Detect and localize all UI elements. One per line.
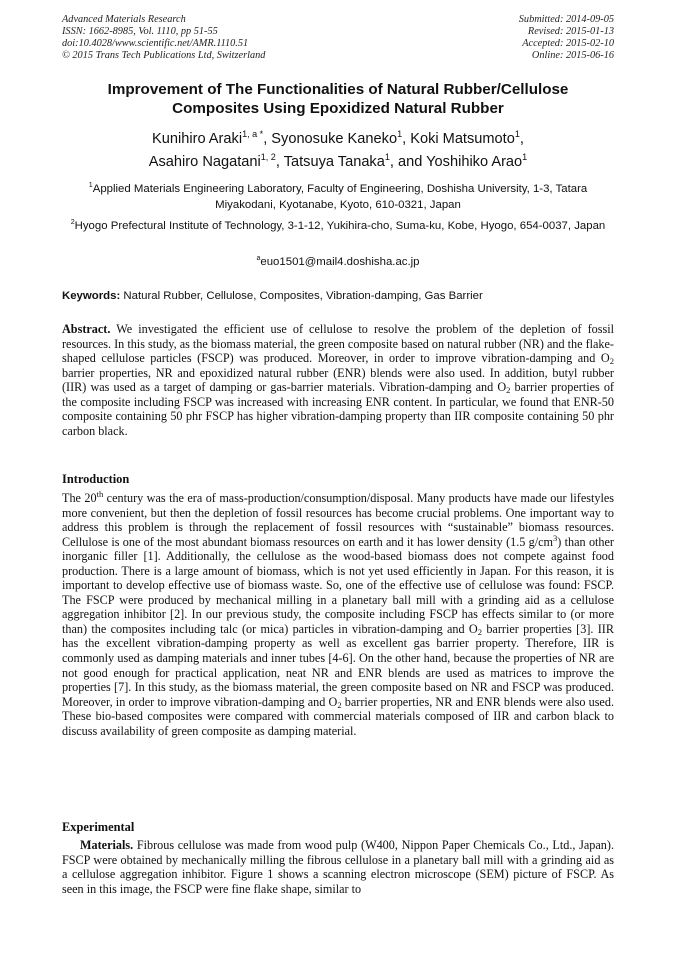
affiliation-mark: 2 bbox=[70, 219, 75, 227]
materials-label: Materials. bbox=[80, 838, 134, 852]
abstract-text: We investigated the efficient use of cellulose to resolve the problem of the depletion of fossil resources. In this study, as the biomass material, the green composite based on natural rubber (NR) and the flake-shaped cellulose particles (FSCP) was produced. Moreover, in order to improve vibration-damping and O bbox=[62, 322, 614, 366]
journal-name: Advanced Materials Research bbox=[62, 14, 186, 25]
abstract-text: barrier properties of the composite including FSCP was increased with increasing ENR content. In particular, we found that ENR-50 composite containing 50 phr FSCP has higher vibration-damping property than IIR composite containing 50 phr carbon black. bbox=[62, 380, 614, 438]
section-heading-introduction: Introduction bbox=[62, 472, 130, 486]
superscript: th bbox=[96, 488, 104, 499]
abstract-label: Abstract. bbox=[62, 322, 111, 336]
email-address[interactable]: euo1501@mail4.doshisha.ac.jp bbox=[260, 256, 420, 268]
journal-doi: doi:10.4028/www.scientific.net/AMR.1110.51 bbox=[62, 38, 249, 49]
abstract bbox=[62, 322, 614, 438]
author-separator: , and bbox=[389, 154, 427, 170]
author-separator: , bbox=[275, 154, 284, 170]
author-separator: , bbox=[402, 131, 411, 147]
author-name: Koki Matsumoto bbox=[410, 131, 515, 147]
author-affiliation-mark: 1 bbox=[514, 129, 520, 140]
body-text: century was the era of mass-production/consumption/disposal. Many products have made our lifestyles more convenient, but then the depletion of fossil resources has become crucial problems. One important way to address this problem is through the replacement of fossil resources with “sustainable” biomass resources. Cellulose is one of the most abundant biomass resources on earth and it has lower density (1.5 g/cm bbox=[62, 491, 614, 549]
paper-title bbox=[62, 80, 614, 118]
journal-copyright: © 2015 Trans Tech Publications Ltd, Switzerland bbox=[62, 50, 266, 61]
journal-info bbox=[62, 14, 265, 62]
body-text: barrier properties [3]. IIR has the excellent vibration-damping property as well as excellent gas barrier property. Therefore, IIR is commonly used as damping materials and inner tubes [4-6]. On the other hand, because the properties of NR are not good enough for practical application, neat NR and ENR blends are used as matrices to improve the properties [7]. In this study, as the biomass material, the green composite based on NR and FSCP was produced. Moreover, in order to improve vibration-damping and O bbox=[62, 621, 614, 709]
keywords-text: Natural Rubber, Cellulose, Composites, Vibration-damping, Gas Barrier bbox=[120, 290, 483, 302]
email-mark: a bbox=[256, 255, 261, 263]
author-name: Tatsuya Tanaka bbox=[283, 154, 385, 170]
title-line-1: Improvement of The Functionalities of Natural Rubber/Cellulose bbox=[107, 81, 569, 98]
section-heading-experimental: Experimental bbox=[62, 820, 135, 834]
affiliation-1 bbox=[62, 181, 614, 213]
introduction-paragraph bbox=[62, 488, 614, 738]
author-name: Kunihiro Araki bbox=[152, 131, 243, 147]
subscript: 2 bbox=[609, 356, 614, 367]
author-line-2 bbox=[62, 151, 614, 174]
abstract-text: barrier properties, NR and epoxidized natural rubber (ENR) blends were also used. In addition, butyl rubber (IIR) was used as a target of damping or gas-barrier materials. Vibration-damping and O bbox=[62, 365, 614, 395]
date-submitted: Submitted: 2014-09-05 bbox=[518, 14, 614, 25]
author-affiliation-mark: 1, a * bbox=[242, 129, 264, 140]
subscript: 2 bbox=[477, 627, 482, 638]
author-name: Yoshihiko Arao bbox=[426, 154, 523, 170]
author-affiliation-mark: 1 bbox=[522, 152, 528, 163]
author-name: Asahiro Nagatani bbox=[148, 154, 261, 170]
keywords-label: Keywords: bbox=[62, 290, 121, 302]
date-accepted: Accepted: 2015-02-10 bbox=[522, 38, 614, 49]
body-text: ) than other inorganic filler [1]. Additionally, the cellulose as the wood-based biomass does not compete against food production. There is a large amount of biomass, which is not yet used efficiently in Japan. For this reason, it is important to develop effective use of biomass waste. So, one of the effective use of cellulose was found: FSCP. The FSCP were produced by mechanical milling in a planetary ball mill with a grinding aid as a cellulose aggregation inhibitor [2]. In our previous study, the composite including FSCP has effects similar to (or more than) the composites including talc (or mica) particles in vibration-damping and O bbox=[62, 534, 614, 636]
author-name: Syonosuke Kaneko bbox=[271, 131, 398, 147]
affiliation-text: Applied Materials Engineering Laboratory, Faculty of Engineering, Doshisha University, 1-3, Tatara Miyakodani, Kyotanabe, Kyoto, 610-0321, Japan bbox=[92, 183, 588, 211]
body-text: The 20 bbox=[62, 491, 97, 505]
keywords bbox=[62, 289, 614, 304]
title-line-2: Composites Using Epoxidized Natural Rubber bbox=[172, 100, 504, 117]
subscript: 2 bbox=[506, 385, 511, 396]
author-separator: , bbox=[263, 131, 272, 147]
affiliation-mark: 1 bbox=[88, 182, 93, 190]
author-line-1: Kunihiro Araki$^{1, a *}$, Syonosuke Kaneko$^1$, Koki Matsumoto$^1$, bbox=[152, 129, 524, 147]
superscript: 3 bbox=[553, 532, 558, 543]
author-affiliation-mark: 1, 2 bbox=[260, 152, 276, 163]
affiliation-2 bbox=[62, 218, 614, 234]
date-online: Online: 2015-06-16 bbox=[531, 50, 614, 61]
affiliation-text: Hyogo Prefectural Institute of Technology, 3-1-12, Yukihira-cho, Suma-ku, Kobe, Hyogo, 654-0037, Japan bbox=[74, 220, 606, 232]
materials-paragraph bbox=[62, 838, 614, 896]
subscript: 2 bbox=[337, 699, 342, 710]
author-list bbox=[62, 128, 614, 174]
author-affiliation-mark: 1 bbox=[397, 129, 403, 140]
submission-dates bbox=[519, 14, 614, 62]
body-text: barrier properties, NR and ENR blends were also used. These bio-based composites were compared with commercial materials composed of IIR and carbon black to discuss availability of green composite as damping material. bbox=[62, 694, 614, 738]
author-affiliation-mark: 1 bbox=[384, 152, 390, 163]
journal-issn: ISSN: 1662-8985, Vol. 1110, pp 51-55 bbox=[62, 26, 218, 37]
date-revised: Revised: 2015-01-13 bbox=[527, 26, 614, 37]
corresponding-email bbox=[62, 255, 614, 270]
body-text: Fibrous cellulose was made from wood pulp (W400, Nippon Paper Chemicals Co., Ltd., Japan). FSCP were obtained by mechanically milling the fibrous cellulose in a planetary ball mill with a grinding aid as a cellulose aggregation inhibitor. Figure 1 shows a scanning electron microscope (SEM) picture of FSCP. As seen in this image, the FSCP were fine flake shape, similar to bbox=[62, 838, 614, 896]
